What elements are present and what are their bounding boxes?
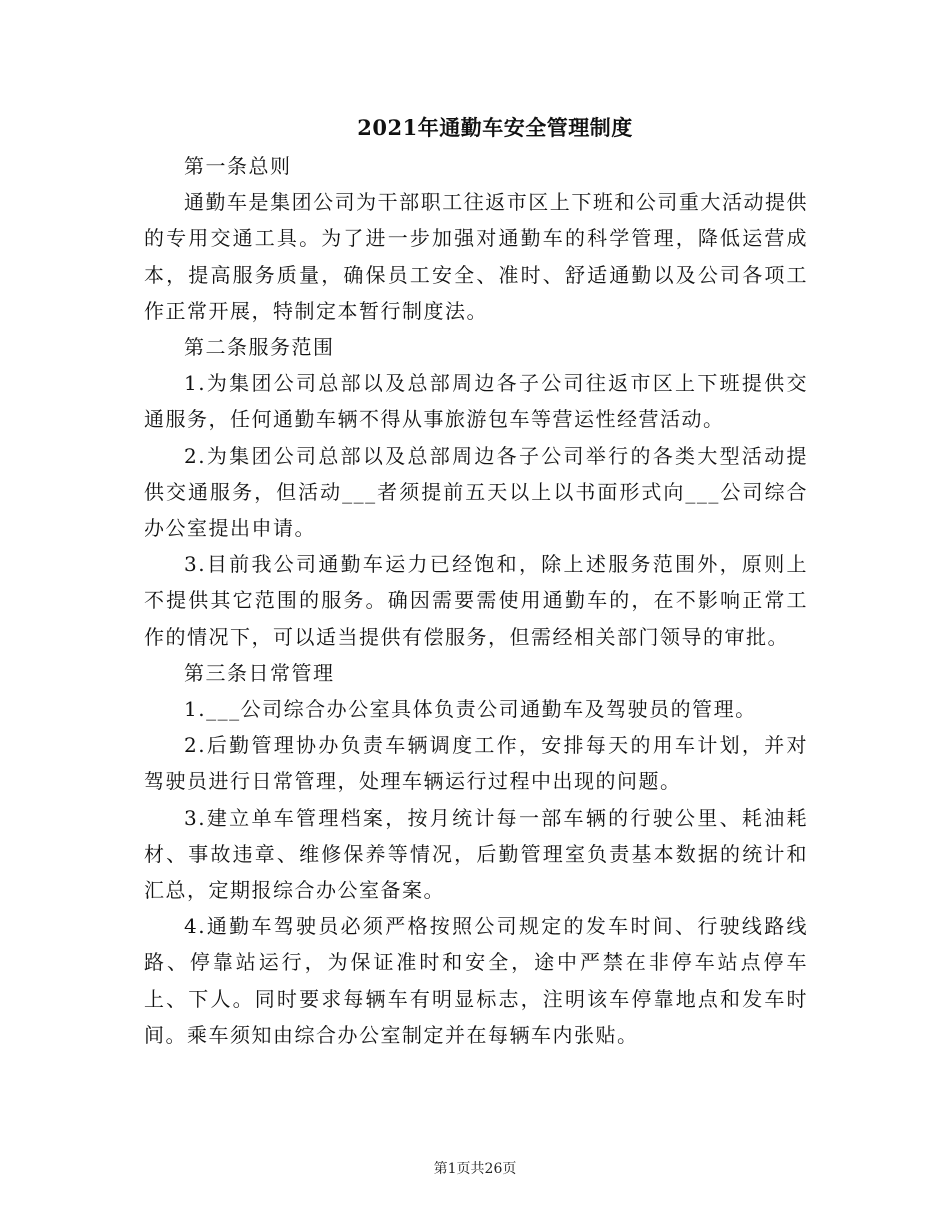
paragraph-scope-item-3: 3.目前我公司通勤车运力已经饱和，除上述服务范围外，原则上不提供其它范围的服务。确因需要需使用通勤车的，在不影响正常工作的情况下，可以适当提供有偿服务，但需经相关部门领导的审批。 bbox=[144, 552, 808, 649]
section-heading-general: 第一条总则 bbox=[184, 154, 292, 178]
document-body bbox=[144, 148, 808, 1053]
paragraph-management-item-3: 3.建立单车管理档案，按月统计每一部车辆的行驶公里、耗油耗材、事故违章、维修保养等情况，后勤管理室负责基本数据的统计和汇总，定期报综合办公室备案。 bbox=[144, 805, 808, 903]
paragraph-management-item-1: 1.___公司综合办公室具体负责公司通勤车及驾驶员的管理。 bbox=[184, 697, 757, 722]
document-title: 2021年通勤车安全管理制度 bbox=[357, 115, 633, 140]
section-heading-daily-management: 第三条日常管理 bbox=[184, 660, 335, 685]
paragraph-management-item-2: 2.后勤管理协办负责车辆调度工作，安排每天的用车计划，并对驾驶员进行日常管理，处理车辆运行过程中出现的问题。 bbox=[144, 733, 808, 794]
paragraph-management-item-4: 4.通勤车驾驶员必须严格按照公司规定的发车时间、行驶线路线路、停靠站运行，为保证准时和安全，途中严禁在非停车站点停车上、下人。同时要求每辆车有明显标志，注明该车停靠地点和发车时间。乘车须知由综合办公室制定并在每辆车内张贴。 bbox=[144, 914, 808, 1047]
paragraph-scope-item-2: 2.为集团公司总部以及总部周边各子公司举行的各类大型活动提供交通服务，但活动___者须提前五天以上以书面形式向___公司综合办公室提出申请。 bbox=[144, 443, 808, 541]
paragraph-general-purpose: 通勤车是集团公司为干部职工往返市区上下班和公司重大活动提供的专用交通工具。为了进一步加强对通勤车的科学管理，降低运营成本，提高服务质量，确保员工安全、准时、舒适通勤以及公司各项工作正常开展，特制定本暂行制度法。 bbox=[144, 190, 808, 323]
section-heading-service-scope: 第二条服务范围 bbox=[184, 335, 335, 360]
paragraph-scope-item-1: 1.为集团公司总部以及总部周边各子公司往返市区上下班提供交通服务，任何通勤车辆不得从事旅游包车等营运性经营活动。 bbox=[144, 371, 808, 432]
page-footer: 第1页共26页 bbox=[433, 1161, 517, 1177]
